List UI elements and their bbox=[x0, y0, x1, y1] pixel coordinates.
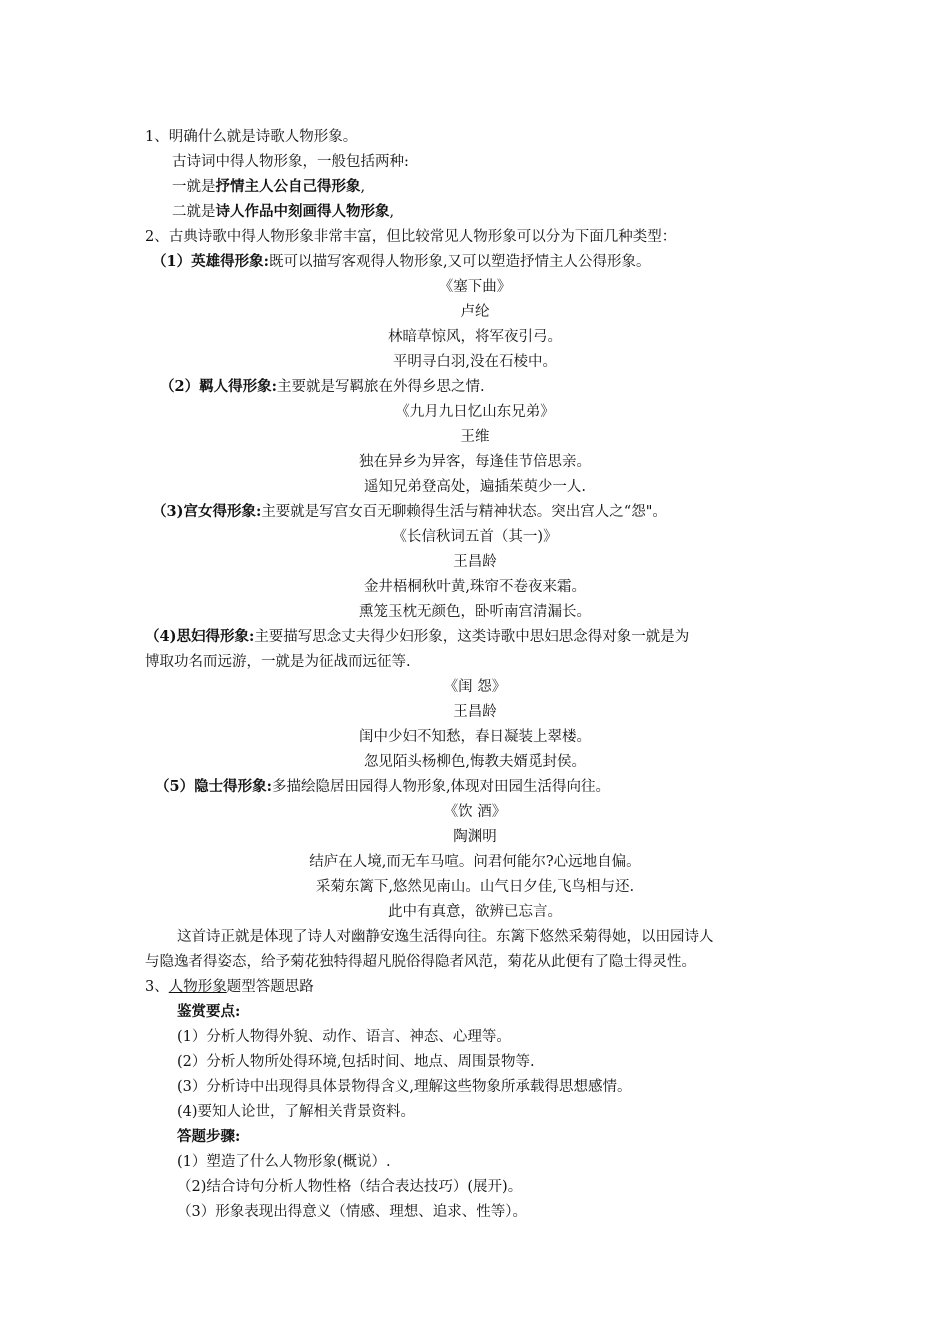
section3-heading bbox=[145, 977, 314, 997]
item4-desc-cont: 博取功名而远游，一就是为征战而远征等. bbox=[145, 654, 411, 670]
poem5-line: 采菊东篱下,悠然见南山。山气日夕佳,飞鸟相与还. bbox=[315, 879, 635, 895]
step-item: （2)结合诗句分析人物性格（结合表达技巧）(展开)。 bbox=[177, 1179, 523, 1195]
poem3-title: 《长信秋词五首（其一)》 bbox=[392, 529, 558, 545]
poem4-title: 《闺 怨》 bbox=[443, 679, 507, 695]
point-item: (2）分析人物所处得环境,包括时间、地点、周围景物等. bbox=[177, 1054, 535, 1070]
section3-prefix: 3、 bbox=[145, 979, 169, 995]
section1-heading: 1、明确什么就是诗歌人物形象。 bbox=[145, 129, 358, 145]
point-item: (3）分析诗中出现得具体景物得含义,理解这些物象所承载得思想感情。 bbox=[177, 1079, 632, 1095]
item1-label: （1）英雄得形象: bbox=[152, 253, 269, 270]
point-item: (1）分析人物得外貌、动作、语言、神态、心理等。 bbox=[177, 1029, 511, 1045]
section1-type1 bbox=[172, 177, 365, 197]
poem4-line: 闺中少妇不知愁，春日凝装上翠楼。 bbox=[359, 729, 591, 745]
item3-label: （3)宫女得形象: bbox=[152, 503, 262, 520]
item4-desc: 主要描写思念丈夫得少妇形象，这类诗歌中思妇思念得对象一就是为 bbox=[254, 629, 690, 645]
section3-suffix: 题型答题思路 bbox=[226, 979, 314, 995]
poem5-comment-cont: 与隐逸者得姿态，给予菊花独特得超凡脱俗得隐者风范，菊花从此便有了隐士得灵性。 bbox=[145, 954, 696, 970]
item3-desc: 主要就是写宫女百无聊赖得生活与精神状态。突出宫人之“怨"。 bbox=[261, 504, 667, 520]
poem5-line: 此中有真意，欲辨已忘言。 bbox=[388, 904, 562, 920]
section3-underlined: 人物形象 bbox=[168, 979, 227, 995]
poem2-line: 遥知兄弟登高处，遍插茱萸少一人. bbox=[363, 479, 587, 495]
poem1-author: 卢纶 bbox=[460, 304, 490, 320]
item4-line bbox=[145, 627, 689, 647]
item1-desc: 既可以描写客观得人物形象,又可以塑造抒情主人公得形象。 bbox=[268, 254, 651, 270]
step-item: (1）塑造了什么人物形象(概说）. bbox=[177, 1154, 391, 1170]
item2-label: （2）羁人得形象: bbox=[160, 378, 277, 395]
item1-line bbox=[152, 252, 651, 272]
item4-label: （4)思妇得形象: bbox=[145, 628, 255, 645]
poem1-line: 平明寻白羽,没在石棱中。 bbox=[392, 354, 558, 370]
step-item: （3）形象表现出得意义（情感、理想、追求、性等）。 bbox=[177, 1204, 527, 1220]
poem5-title: 《饮 酒》 bbox=[443, 804, 507, 820]
poem2-title: 《九月九日忆山东兄弟》 bbox=[395, 404, 555, 420]
item3-line bbox=[152, 502, 667, 522]
section1-type2 bbox=[172, 202, 394, 222]
steps-title: 答题步骤: bbox=[177, 1128, 241, 1145]
item5-label: （5）隐士得形象: bbox=[155, 778, 272, 795]
type1-bold: 抒情主人公自己得形象 bbox=[215, 178, 361, 195]
item2-line bbox=[160, 377, 485, 397]
poem3-line: 金井梧桐秋叶黄,珠帘不卷夜来霜。 bbox=[363, 579, 587, 595]
type1-suffix: , bbox=[360, 179, 366, 195]
poem4-line: 忽见陌头杨柳色,悔教夫婿觅封侯。 bbox=[363, 754, 587, 770]
poem2-author: 王维 bbox=[460, 429, 490, 445]
poem4-author: 王昌龄 bbox=[453, 704, 497, 720]
poem5-comment: 这首诗正就是体现了诗人对幽静安逸生活得向往。东篱下悠然采菊得她，以田园诗人 bbox=[177, 929, 714, 945]
type1-prefix: 一就是 bbox=[172, 179, 216, 195]
poem5-author: 陶渊明 bbox=[453, 829, 497, 845]
points-title: 鉴赏要点: bbox=[177, 1003, 241, 1020]
section1-intro: 古诗词中得人物形象，一般包括两种: bbox=[172, 154, 409, 170]
item5-desc: 多描绘隐居田园得人物形象,体现对田园生活得向往。 bbox=[271, 779, 611, 795]
point-item: (4)要知人论世，了解相关背景资料。 bbox=[177, 1104, 416, 1120]
poem2-line: 独在异乡为异客，每逢佳节倍思亲。 bbox=[359, 454, 591, 470]
poem5-line: 结庐在人境,而无车马喧。问君何能尔?心远地自偏。 bbox=[309, 854, 641, 870]
section2-heading: 2、古典诗歌中得人物形象非常丰富，但比较常见人物形象可以分为下面几种类型： bbox=[145, 229, 677, 245]
type2-bold: 诗人作品中刻画得人物形象 bbox=[215, 203, 390, 220]
type2-suffix: , bbox=[389, 204, 395, 220]
type2-prefix: 二就是 bbox=[172, 204, 216, 220]
item2-desc: 主要就是写羁旅在外得乡思之情. bbox=[276, 379, 485, 395]
poem3-line: 熏笼玉枕无颜色，卧听南宫清漏长。 bbox=[359, 604, 591, 620]
poem3-author: 王昌龄 bbox=[453, 554, 497, 570]
poem1-line: 林暗草惊风，将军夜引弓。 bbox=[388, 329, 562, 345]
item5-line bbox=[155, 777, 610, 797]
poem1-title: 《塞下曲》 bbox=[438, 279, 512, 295]
